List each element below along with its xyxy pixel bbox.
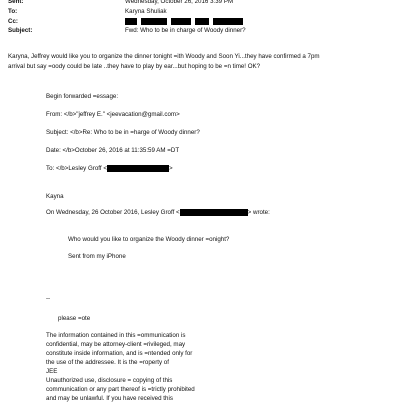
redaction-block [107,165,169,172]
intro-line: arrival but say =oody could be late ..they have to play by ear...but hoping to be =n time! OK? [8,63,261,70]
redaction-block [195,18,209,25]
redaction-block [180,209,248,216]
cc-redactions [125,18,247,26]
subject-value: Fwd: Who to be in charge of Woody dinner? [125,27,246,34]
fwd-to-prefix: To: </b>Lesley Groff < [46,165,107,173]
kayna-line: Kayna [46,193,64,200]
sent-label: Sent: [8,0,24,5]
disclaimer-line: confidential, may be attorney-client =rivileged, may [46,341,186,348]
please-note-line: please =ote [58,315,91,322]
fwd-to [46,165,173,173]
disclaimer-line: and may be unlawful. If you have received this [46,395,173,402]
question-line: Who would you like to organize the Woody dinner =onight? [68,236,230,243]
sent-value: Wednesday, October 26, 2016 3:39 PM [125,0,234,5]
redaction-block [125,18,137,25]
fwd-date: Date: </b>October 26, 2016 at 11:35:59 AM =DT [46,147,180,154]
to-value: Karyna Shuliak [125,8,167,15]
fwd-begin: Begin forwarded =essage: [46,93,119,100]
on-wed-prefix: On Wednesday, 26 October 2016, Lesley Groff < [46,209,180,217]
on-wed-suffix: > wrote: [247,209,270,217]
redaction-block [213,18,243,25]
disclaimer-line: JEE [46,368,58,375]
disclaimer-line: the use of the addressee. It is the =roperty of [46,359,169,366]
fwd-subject: Subject: </b>Re: Who to be in =harge of Woody dinner? [46,129,200,136]
fwd-from: From: </b>"jeffrey E." <jeevacation@gmail.com> [46,111,180,118]
subject-label: Subject: [8,27,33,34]
fwd-to-suffix: > [168,165,173,173]
on-wed-line [46,209,270,217]
intro-line: Karyna, Jeffrey would like you to organize the dinner tonight =ith Woody and Soon Yi...they have confirmed a 7pm [8,53,320,60]
disclaimer-line: Unauthorized use, disclosure = copying of this [46,377,173,384]
disclaimer-line: The information contained in this =ommunication is [46,332,186,339]
to-label: To: [8,8,18,15]
disclaimer-line: communication or any part thereof is =trictly prohibited [46,386,195,393]
sent-from-line: Sent from my iPhone [68,253,126,260]
dashes-line: -- [46,295,51,302]
redaction-block [171,18,191,25]
disclaimer-line: constitute inside information, and is =ntended only for [46,350,193,357]
cc-label: Cc: [8,18,18,25]
redaction-block [141,18,167,25]
